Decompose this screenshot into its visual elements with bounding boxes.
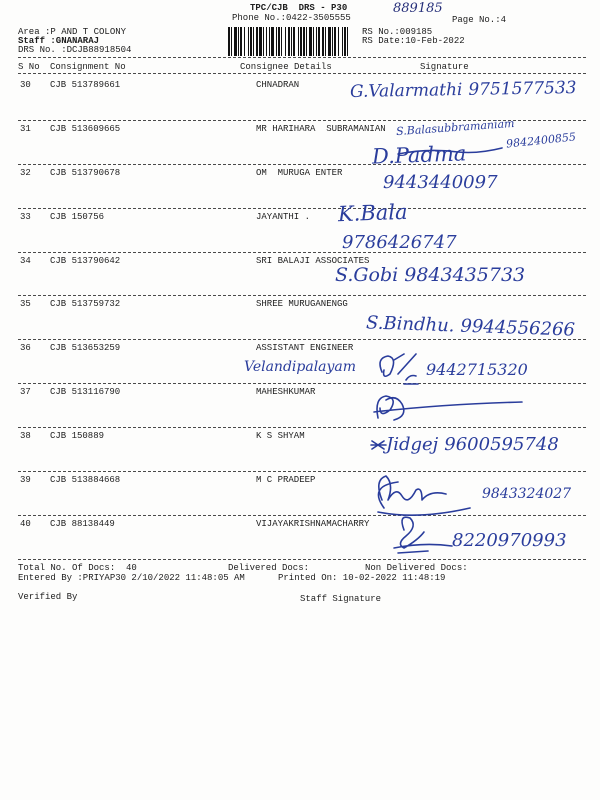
row-consignee: K S SHYAM [256, 431, 305, 442]
signature-phone: 9443440097 [383, 172, 498, 193]
row-sno: 38 [20, 431, 31, 442]
row-consignee: ASSISTANT ENGINEER [256, 343, 354, 354]
row-sno: 34 [20, 255, 31, 266]
signature-scribble [380, 354, 418, 384]
signature-phone: 9442715320 [426, 360, 528, 379]
verified-by-label: Verified By [18, 592, 78, 602]
total-docs: Total No. Of Docs: 40 [18, 563, 137, 573]
signature-phone: 9600595748 [444, 434, 559, 455]
signature-phone: 9751577533 [468, 78, 577, 100]
row-consignment-no: CJB 513609665 [50, 123, 121, 134]
signature-phone: 9843435733 [404, 264, 526, 286]
drs-number: DRS No. :DCJB88918504 [18, 45, 132, 55]
row-sno: 30 [20, 80, 31, 90]
signature-name: S.Gobi [335, 264, 399, 286]
row-sno: 32 [20, 167, 31, 178]
rs-date: RS Date:10-Feb-2022 [362, 36, 465, 46]
staff-label: Staff :GNANARAJ [18, 36, 100, 46]
row-consignee: OM MURUGA ENTER [256, 167, 343, 178]
staff-signature-label: Staff Signature [300, 594, 382, 604]
signature-place: Velandipalayam [244, 359, 357, 375]
signature-scribble [394, 517, 452, 553]
row-consignment-no: CJB 513116790 [50, 387, 121, 398]
column-header-signature: Signature [420, 62, 469, 72]
row-consignment-no: CJB 513759732 [50, 299, 121, 310]
signature-scribble [371, 441, 386, 449]
signature-name: G.Valarmathi [349, 80, 463, 102]
row-consignment-no: CJB 150756 [50, 211, 105, 222]
delivered-docs: Delivered Docs: [228, 563, 310, 573]
handwritten-rs-number: 889185 [393, 1, 443, 16]
non-delivered-docs: Non Delivered Docs: [365, 563, 468, 573]
sheet-title: TPC/CJB DRS - P30 [250, 3, 348, 13]
signature-name: K.Bala [337, 199, 408, 227]
row-consignment-no: CJB 513653259 [50, 343, 121, 354]
rs-number: RS No.:009185 [362, 27, 433, 37]
row-sno: 37 [20, 387, 31, 398]
phone-number: Phone No.:0422-3505555 [232, 13, 351, 23]
column-header-consignment: Consignment No [50, 62, 126, 72]
signature-phone: 9944556266 [460, 315, 576, 341]
signature-name: Jidgej [386, 434, 439, 455]
row-sno: 33 [20, 211, 31, 222]
entered-by: Entered By :PRIYAP30 2/10/2022 11:48:05 AM [18, 573, 245, 583]
signature-phone: 8220970993 [452, 530, 567, 551]
row-sno: 39 [20, 475, 31, 486]
row-consignee: MAHESHKUMAR [256, 387, 316, 398]
row-consignment-no: CJB 150889 [50, 431, 105, 442]
signature-scribble [398, 148, 502, 154]
row-consignment-no: CJB 513790642 [50, 255, 121, 266]
signature-scribble [378, 476, 470, 515]
signature-name: S.Bindhu. [365, 312, 455, 337]
row-consignee: SRI BALAJI ASSOCIATES [256, 255, 370, 266]
area-label: Area :P AND T COLONY [18, 27, 127, 37]
row-consignment-no: CJB 513884668 [50, 475, 121, 486]
row-consignee: VIJAYAKRISHNAMACHARRY [256, 518, 370, 529]
row-sno: 36 [20, 343, 31, 354]
row-consignment-no: CJB 513789661 [50, 80, 121, 90]
column-header-sno: S No [18, 62, 40, 72]
printed-on: Printed On: 10-02-2022 11:48:19 [278, 573, 446, 583]
row-consignment-no: CJB 513790678 [50, 167, 121, 178]
row-sno: 31 [20, 123, 31, 134]
row-consignee: SHREE MURUGANENGG [256, 299, 348, 310]
signature-name: D.Padma [371, 141, 467, 169]
signature-phone: 9786426747 [342, 232, 457, 253]
column-header-consignee: Consignee Details [240, 62, 332, 72]
row-consignee: M C PRADEEP [256, 475, 316, 486]
row-sno: 40 [20, 518, 31, 529]
row-consignment-no: CJB 88138449 [50, 518, 115, 529]
row-sno: 35 [20, 299, 31, 310]
signature-phone: 9843324027 [482, 486, 572, 502]
row-consignee: JAYANTHI . [256, 211, 311, 222]
signature-scribble [374, 396, 522, 420]
signature-phone: 9842400855 [505, 130, 577, 151]
row-consignee: MR HARIHARA SUBRAMANIAN [256, 123, 386, 134]
signature-name: S.Balasubbramaniam [395, 116, 515, 139]
row-consignee: CHNADRAN [256, 80, 300, 90]
page-number: Page No.:4 [452, 15, 507, 25]
